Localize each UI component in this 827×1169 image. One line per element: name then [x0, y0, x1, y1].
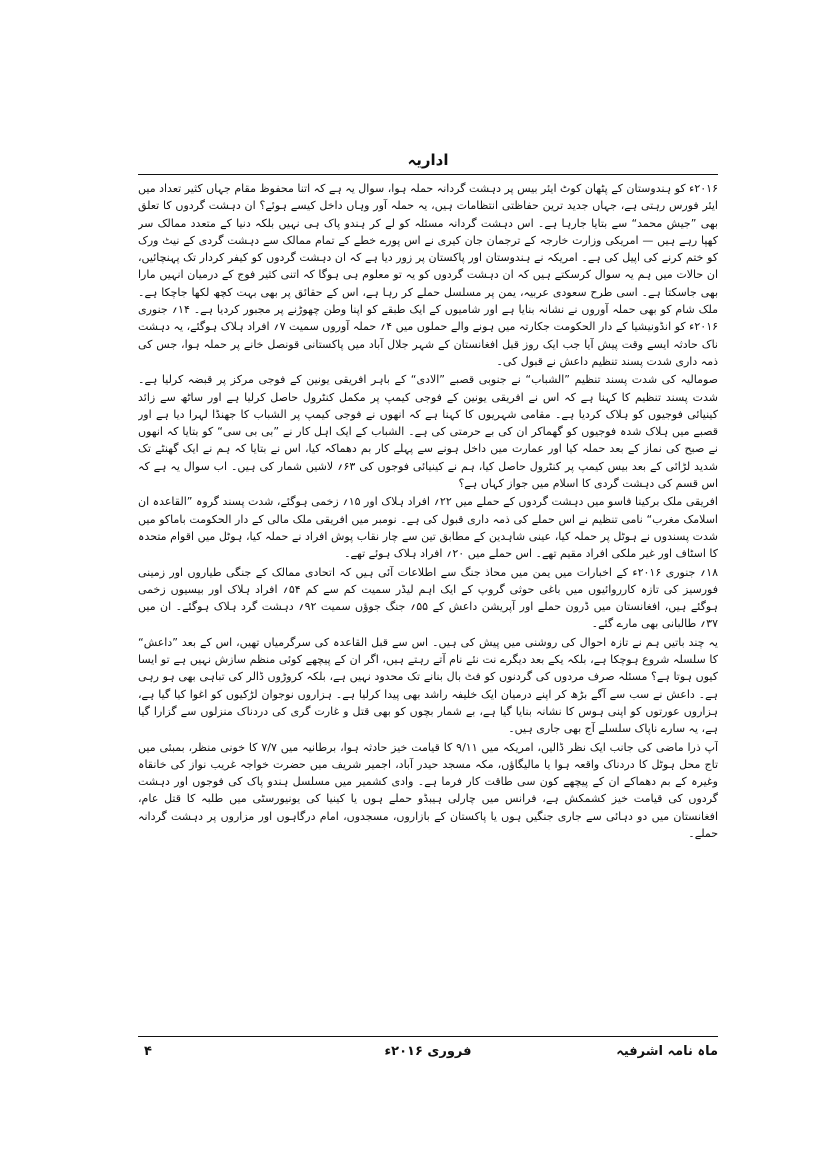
- magazine-name: ماہ نامہ اشرفیہ: [616, 1044, 718, 1059]
- footer-row: [138, 1044, 718, 1064]
- footer-rule: [138, 1036, 718, 1037]
- paragraph: صومالیہ کی شدت پسند تنظیم ”الشباب“ نے جنوبی قصبے ”الادی“ کے باہر افریقی یونین کے فوجی مرکز پر قبضہ کرلیا ہے۔ شدت پسند تنظیم کا کہنا ہے کہ اس نے افریقی یونین کے فوجی کیمپ پر مکمل کنٹرول حاصل کرلیا ہے اور ساٹھ سے زائد کینیائی فوجیوں کو ہلاک کردیا ہے۔ مقامی شہریوں کا کہنا ہے کہ انھوں نے فوجی کیمپ پر الشباب کا جھنڈا لہرا دیا ہے اور قصبے میں ہلاک شدہ فوجیوں کو گھماکر ان کی بے حرمتی کی ہے۔ الشباب کے ایک اہل کار نے ”بی بی سی“ کو بتایا کہ انھوں نے صبح کی نماز کے بعد حملہ کیا اور عمارت میں داخل ہونے سے پہلے کار بم دھماکہ کیا، اس نے بتایا کہ ہم نے ایک گھنٹے تک شدید لڑائی کے بعد بیس کیمپ پر کنٹرول حاصل کیا، ہم نے کینیائی فوجوں کی ۶۳؍ لاشیں شمار کی ہیں۔ اب سوال یہ ہے کہ اس قسم کی دہشت گردی کا اسلام میں جواز کہاں ہے؟: [138, 373, 718, 491]
- article-body: [138, 180, 718, 1032]
- paragraph: ۲۰۱۶ء کو ہندوستان کے پٹھان کوٹ ایئر بیس پر دہشت گردانہ حملہ ہوا، سوال یہ ہے کہ اتنا محفوظ مقام جہاں کثیر تعداد میں ایئر فورس رہتی ہے، جہاں جدید ترین حفاظتی انتظامات ہیں، یہ حملہ آور وہاں داخل کیسے ہوئے؟ ان دہشت گردوں کا تعلق بھی ”جیش محمد“ سے بتایا جارہا ہے۔ اس دہشت گردانہ مسئلہ کو لے کر ہندو پاک ہی نہیں بلکہ دنیا کے متعدد ممالک سر کھپا رہے ہیں — امریکی وزارت خارجہ کے ترجمان جان کیری نے اس پورے خطے کے تمام ممالک سے دہشت گردی کے نیٹ ورک کو ختم کرنے کی اپیل کی ہے۔ امریکہ نے ہندوستان اور پاکستان پر زور دیا ہے کہ ان دہشت گردوں کو کیفر کردار تک پہنچائیں، ان حالات میں ہم یہ سوال کرسکتے ہیں کہ ان دہشت گردوں کو یہ تو معلوم ہی ہوگا کہ اتنی کثیر فوج کے درمیان انہیں مارا بھی جاسکتا ہے۔ اسی طرح سعودی عربیہ، یمن پر مسلسل حملے کر رہا ہے، اس کے حقائق پر بھی بہت کچھ لکھا جاچکا ہے۔ ملک شام کو بھی حملہ آوروں نے نشانہ بنایا ہے اور شامیوں کے ایک طبقے کو اپنا وطن چھوڑنے پر مجبور کردیا ہے۔ ۱۴؍ جنوری ۲۰۱۶ء کو انڈونیشیا کے دار الحکومت جکارتہ میں ہونے والے حملوں میں ۴؍ حملہ آوروں سمیت ۷؍ افراد ہلاک ہوگئے، یہ دہشت ناک حادثہ ایسے وقت پیش آیا جب ایک روز قبل افغانستان کے شہر جلال آباد میں پاکستانی قونصل خانے پر حملہ ہوا، جس کی ذمہ داری شدت پسند تنظیم داعش نے قبول کی۔: [138, 182, 718, 368]
- paragraph: افریقی ملک برکینا فاسو میں دہشت گردوں کے حملے میں ۲۲؍ افراد ہلاک اور ۱۵؍ زخمی ہوگئے، شدت پسند گروہ ”القاعدہ ان اسلامک مغرب“ نامی تنظیم نے اس حملے کی ذمہ داری قبول کی ہے۔ نومبر میں افریقی ملک مالی کے دار الحکومت باماکو میں شدت پسندوں نے ہوٹل پر حملہ کیا، عینی شاہدین کے مطابق تین سے چار نقاب پوش افراد نے حملہ کیا، ہوٹل میں اقوام متحدہ کا اسٹاف اور غیر ملکی افراد مقیم تھے۔ اس حملے میں ۲۰؍ افراد ہلاک ہوئے تھے۔: [138, 495, 718, 561]
- paragraph: ۱۸؍ جنوری ۲۰۱۶ء کے اخبارات میں یمن میں محاذ جنگ سے اطلاعات آئی ہیں کہ اتحادی ممالک کے جنگی طیاروں اور زمینی فورسیز کی تازہ کارروائیوں میں باغی حوثی گروپ کے ایک اہم لیڈر سمیت کم سے کم ۵۴؍ افراد ہلاک اور بیسیوں زخمی ہوگئے ہیں، افغانستان میں ڈرون حملے اور آپریشن داعش کے ۵۵؍ جنگ جوؤں سمیت ۹۲؍ دہشت گرد ہلاک ہوگئے۔ ان میں ۳۷؍ طالبانی بھی مارے گئے۔: [138, 565, 718, 631]
- section-title: اداریہ: [407, 151, 449, 169]
- header-rule: [138, 174, 718, 175]
- issue-date: فروری ۲۰۱۶ء: [384, 1044, 472, 1059]
- paragraph: یہ چند باتیں ہم نے تازہ احوال کی روشنی میں پیش کی ہیں۔ اس سے قبل القاعدہ کی سرگرمیاں تھیں، اس کے بعد ”داعش“ کا سلسلہ شروع ہوچکا ہے، بلکہ یکے بعد دیگرے نت نئے نام آتے رہتے ہیں، اگر ان کے پیچھے کوئی منظم سازش نہیں ہے تو ایسا کیوں ہوتا ہے؟ مسئلہ صرف مردوں کی گردنوں کو فٹ بال بنانے تک محدود نہیں ہے، بلکہ کروڑوں ڈالر کی تباہی بھی ہو رہی ہے۔ داعش نے سب سے آگے بڑھ کر اپنے درمیان ایک خلیفہ راشد بھی پیدا کرلیا ہے۔ ہزاروں نوجوان لڑکیوں کو اغوا کیا گیا ہے، ہزاروں عورتوں کو اپنی ہوس کا نشانہ بنایا گیا ہے، بے شمار بچوں کو بھی قتل و غارت گری کی دردناک منزلوں سے گزارا گیا ہے، یہ سارے ناپاک سلسلے آج بھی جاری ہیں۔: [138, 635, 718, 736]
- paragraph: آپ ذرا ماضی کی جانب ایک نظر ڈالیں، امریکہ میں ۹/۱۱ کا قیامت خیز حادثہ ہوا، برطانیہ میں ۷/۷ کا خونی منظر، بمبئی میں تاج محل ہوٹل کا دردناک واقعہ ہوا یا مالیگاؤں، مکہ مسجد حیدر آباد، اجمیر شریف میں حضرت خواجہ غریب نواز کی خانقاہ وغیرہ کے بم دھماکے ان کے پیچھے کون سی طاقت کار فرما ہے۔ وادی کشمیر میں مسلسل ہندو پاک کی فوجوں اور دہشت گردوں کی قیامت خیز کشمکش ہے، فرانس میں چارلی ہیبڈو حملے ہوں یا کینیا کی یونیورسٹی میں طلبہ کا قتل عام، افغانستان میں دو دہائی سے جاری جنگیں ہوں یا پاکستان کے بازاروں، مسجدوں، امام درگاہوں اور مزاروں پر دہشت گردانہ حملے۔: [138, 740, 718, 840]
- page-footer: [138, 1036, 718, 1066]
- page-header: [138, 150, 718, 178]
- page-number: ۴: [144, 1044, 152, 1059]
